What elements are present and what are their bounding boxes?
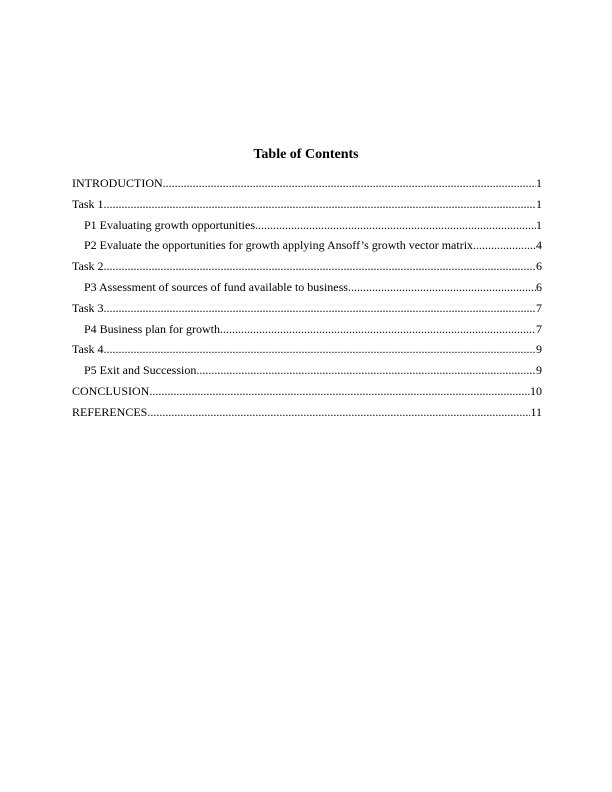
toc-entry-text: P3 Assessment of sources of fund available to business xyxy=(84,279,348,294)
toc-page-number: 1 xyxy=(536,196,542,211)
toc-entry-p5[interactable] xyxy=(72,362,542,383)
toc-entry-task-3[interactable] xyxy=(72,300,542,321)
toc-page-number: 7 xyxy=(536,300,542,315)
toc-dot-leader xyxy=(163,175,536,191)
toc-title: Table of Contents xyxy=(253,147,359,162)
toc-dot-leader xyxy=(473,237,536,253)
toc-dot-leader xyxy=(348,279,536,295)
toc-page-number: 6 xyxy=(536,279,542,294)
toc-entry-task-2[interactable] xyxy=(72,258,542,279)
toc-dot-leader xyxy=(220,321,536,337)
toc-entry-text: Task 1 xyxy=(72,196,104,211)
toc-page-number: 7 xyxy=(536,321,542,336)
toc-entry-text: P4 Business plan for growth xyxy=(84,321,220,336)
toc-list xyxy=(72,175,542,425)
toc-entry-text: REFERENCES xyxy=(72,404,148,419)
toc-dot-leader xyxy=(196,362,536,378)
toc-dot-leader xyxy=(104,258,537,274)
toc-dot-leader xyxy=(104,300,537,316)
toc-entry-conclusion[interactable] xyxy=(72,383,542,404)
toc-page-number: 1 xyxy=(536,176,542,190)
toc-entry-p1[interactable] xyxy=(72,217,542,238)
toc-entry-text: P2 Evaluate the opportunities for growth applying Ansoff’s growth vector matrix xyxy=(84,238,474,253)
toc-page-number: 6 xyxy=(536,259,542,274)
toc-page-number: 1 xyxy=(536,217,542,232)
toc-entry-text: INTRODUCTION xyxy=(72,176,163,190)
toc-dot-leader xyxy=(104,341,537,357)
toc-page-number: 4 xyxy=(536,238,542,253)
toc-entry-references[interactable] xyxy=(72,404,542,425)
toc-entry-text: P1 Evaluating growth opportunities xyxy=(84,217,255,232)
toc-page-number: 9 xyxy=(536,363,542,378)
toc-dot-leader xyxy=(149,383,530,399)
toc-page-number: 9 xyxy=(536,342,542,357)
toc-entry-p3[interactable] xyxy=(72,279,542,300)
toc-entry-text: P5 Exit and Succession xyxy=(84,363,197,378)
toc-entry-task-4[interactable] xyxy=(72,341,542,362)
toc-entry-task-1[interactable] xyxy=(72,196,542,217)
toc-entry-text: Task 2 xyxy=(72,259,104,274)
toc-entry-text: Task 3 xyxy=(72,300,104,315)
toc-entry-text: Task 4 xyxy=(72,342,104,357)
toc-dot-leader xyxy=(255,217,536,233)
toc-dot-leader xyxy=(147,404,530,420)
toc-entry-p4[interactable] xyxy=(72,321,542,342)
toc-entry-introduction[interactable] xyxy=(72,175,542,196)
toc-page-number: 11 xyxy=(530,404,542,419)
toc-dot-leader xyxy=(104,196,537,212)
toc-page-number: 10 xyxy=(530,383,542,398)
toc-entry-text: CONCLUSION xyxy=(72,383,150,398)
toc-entry-p2[interactable] xyxy=(72,237,542,258)
